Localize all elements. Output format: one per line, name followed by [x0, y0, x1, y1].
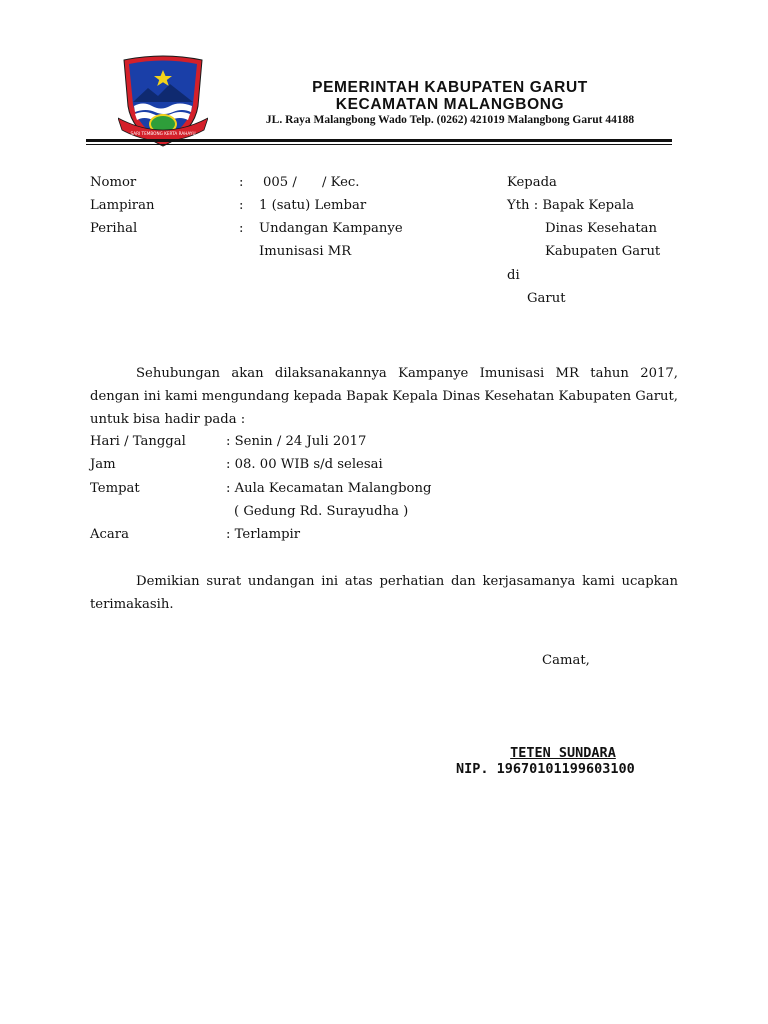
header-address: JL. Raya Malangbong Wado Telp. (0262) 421019 Malangbong Garut 44188	[265, 114, 635, 126]
header-divider-thick	[86, 139, 672, 142]
hari-label: Hari / Tanggal	[90, 434, 186, 449]
perihal-value-line2: Imunisasi MR	[259, 244, 352, 259]
nomor-separator: :	[239, 175, 244, 190]
nomor-value: 005 / / Kec.	[263, 175, 360, 190]
jam-label: Jam	[90, 457, 116, 472]
recipient-kepada: Kepada	[507, 175, 557, 190]
opening-paragraph	[90, 362, 678, 431]
tempat-value: : Aula Kecamatan Malangbong	[226, 481, 432, 496]
garut-regency-coat-of-arms-icon	[118, 54, 208, 150]
tempat-value-line2: ( Gedung Rd. Surayudha )	[234, 504, 409, 519]
logo-motto: SARI TEMBONG KERTA RAHAYU	[130, 131, 196, 136]
signature-nip: NIP. 19670101199603100	[456, 761, 635, 777]
recipient-di: di	[507, 268, 520, 283]
perihal-label: Perihal	[90, 221, 138, 236]
jam-value: : 08. 00 WIB s/d selesai	[226, 457, 383, 472]
closing-text: Demikian surat undangan ini atas perhatian dan kerjasamanya kami ucapkan terimakasih.	[90, 574, 678, 612]
header-district-title: KECAMATAN MALANGBONG	[335, 96, 565, 113]
acara-value: : Terlampir	[226, 527, 301, 542]
hari-value: : Senin / 24 Juli 2017	[226, 434, 367, 449]
lampiran-separator: :	[239, 198, 244, 213]
nomor-label: Nomor	[90, 175, 137, 190]
recipient-city: Garut	[527, 291, 566, 306]
lampiran-value: 1 (satu) Lembar	[259, 198, 367, 213]
acara-label: Acara	[90, 527, 129, 542]
opening-text: Sehubungan akan dilaksanakannya Kampanye Imunisasi MR tahun 2017, dengan ini kami mengundang kepada Bapak Kepala Dinas Kesehatan Kabupaten Garut, untuk bisa hadir pada :	[90, 366, 678, 427]
header-government-title: PEMERINTAH KABUPATEN GARUT	[312, 79, 588, 96]
perihal-value-line1: Undangan Kampanye	[259, 221, 403, 236]
closing-paragraph	[90, 570, 678, 616]
recipient-line3: Kabupaten Garut	[545, 244, 661, 259]
signature-title: Camat,	[542, 653, 590, 668]
signature-name: TETEN SUNDARA	[510, 745, 616, 761]
perihal-separator: :	[239, 221, 244, 236]
header-divider-thin	[86, 144, 672, 145]
recipient-yth: Yth : Bapak Kepala	[507, 198, 635, 213]
recipient-line2: Dinas Kesehatan	[545, 221, 657, 236]
tempat-label: Tempat	[90, 481, 140, 496]
lampiran-label: Lampiran	[90, 198, 155, 213]
